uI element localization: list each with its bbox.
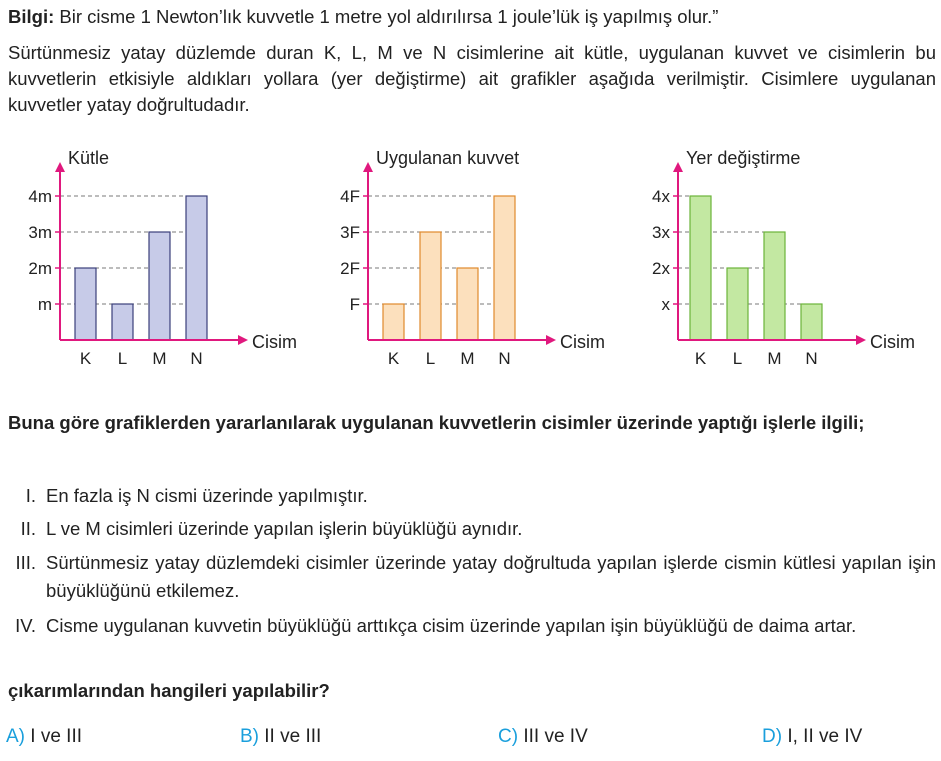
x-tick-label: L <box>425 349 436 368</box>
info-label: Bilgi: <box>8 6 55 27</box>
y-tick-label: 3F <box>340 223 360 242</box>
statement-text: Cisme uygulanan kuvvetin büyüklüğü arttıkça cisim üzerinde yapılan işin büyüklüğü de daima artar. <box>46 615 857 636</box>
answer-text: III ve IV <box>523 726 588 747</box>
bar <box>764 232 785 340</box>
statement-text: L ve M cisimleri üzerinde yapılan işlerin büyüklüğü aynıdır. <box>46 518 523 539</box>
answer-text: II ve III <box>264 726 322 747</box>
x-axis-label: Cisim <box>870 332 915 352</box>
answer-a[interactable] <box>6 726 82 748</box>
x-axis-arrow <box>856 335 866 345</box>
y-tick-label: 4F <box>340 187 360 206</box>
info-paragraph <box>8 4 936 30</box>
y-tick-label: 3x <box>652 223 670 242</box>
x-tick-label: N <box>498 349 511 368</box>
chart-title: Yer değiştirme <box>686 148 801 168</box>
answer-text: I ve III <box>30 726 83 747</box>
answer-letter: B) <box>240 726 259 747</box>
x-tick-label: N <box>190 349 203 368</box>
bar <box>457 268 478 340</box>
y-axis-arrow <box>363 162 373 172</box>
y-axis-arrow <box>673 162 683 172</box>
intro-paragraph: Sürtünmesiz yatay düzlemde duran K, L, M ve N cisimlerine ait kütle, uygulanan kuvvet ve cisimlerin bu kuvvetlerin etkisiyle aldıkları yollara (yer değiştirme) ait grafikler aşağıda verilmiştir. Cisimlere uygulanan kuvvetler yatay doğrultudadır. <box>8 42 936 115</box>
answer-c[interactable] <box>498 726 588 748</box>
x-axis-label: Cisim <box>252 332 297 352</box>
x-axis-arrow <box>546 335 556 345</box>
statement-3 <box>0 549 941 607</box>
bar <box>727 268 748 340</box>
answer-letter: C) <box>498 726 519 747</box>
answer-letter: A) <box>6 726 25 747</box>
y-tick-label: m <box>37 295 52 314</box>
bar <box>420 232 441 340</box>
x-tick-label: K <box>387 349 400 368</box>
statement-number: IV. <box>15 615 36 636</box>
answer-b[interactable] <box>240 726 321 748</box>
charts-area <box>0 140 941 375</box>
answer-d[interactable] <box>762 726 862 748</box>
closing-question: çıkarımlarından hangileri yapılabilir? <box>8 680 330 701</box>
statement-4 <box>0 612 941 670</box>
answer-text: I, II ve IV <box>787 726 863 747</box>
y-tick-label: 4m <box>28 187 52 206</box>
y-tick-label: 4x <box>652 187 670 206</box>
y-tick-label: 2F <box>340 259 360 278</box>
x-tick-label: L <box>117 349 128 368</box>
statement-number: I. <box>25 485 36 506</box>
statement-text: En fazla iş N cismi üzerinde yapılmıştır. <box>46 485 368 506</box>
x-tick-label: M <box>767 349 782 368</box>
statement-number: III. <box>15 552 36 573</box>
y-tick-label: 2m <box>28 259 52 278</box>
y-axis-arrow <box>55 162 65 172</box>
x-axis-label: Cisim <box>560 332 605 352</box>
x-tick-label: K <box>79 349 92 368</box>
bar <box>186 196 207 340</box>
bar <box>149 232 170 340</box>
y-tick-label: 2x <box>652 259 670 278</box>
x-tick-label: M <box>460 349 475 368</box>
info-text: Bir cisme 1 Newton’lık kuvvetle 1 metre yol aldırılırsa 1 joule’lük iş yapılmış olur.” <box>59 6 719 27</box>
chart-title: Kütle <box>68 148 110 168</box>
answer-options <box>0 726 941 756</box>
y-tick-label: 3m <box>28 223 52 242</box>
bar <box>383 304 404 340</box>
question-text: Buna göre grafiklerden yararlanılarak uygulanan kuvvetlerin cisimler üzerinde yaptığı işlerle ilgili; <box>8 412 865 433</box>
answer-letter: D) <box>762 726 783 747</box>
statement-text: Sürtünmesiz yatay düzlemdeki cisimler üzerinde yatay doğrultuda yapılan işlerde cismin kütlesi yapılan işin büyüklüğünü etkilemez. <box>46 552 936 601</box>
statement-1 <box>0 482 941 510</box>
bar <box>494 196 515 340</box>
x-tick-label: K <box>694 349 707 368</box>
x-tick-label: M <box>152 349 167 368</box>
statement-number: II. <box>20 518 36 539</box>
bar <box>75 268 96 340</box>
bar <box>690 196 711 340</box>
bar <box>112 304 133 340</box>
x-tick-label: N <box>805 349 818 368</box>
statement-2 <box>0 515 941 543</box>
bar <box>801 304 822 340</box>
x-axis-arrow <box>238 335 248 345</box>
y-tick-label: x <box>661 295 670 314</box>
x-tick-label: L <box>732 349 743 368</box>
y-tick-label: F <box>349 295 360 314</box>
chart-title: Uygulanan kuvvet <box>376 148 520 168</box>
